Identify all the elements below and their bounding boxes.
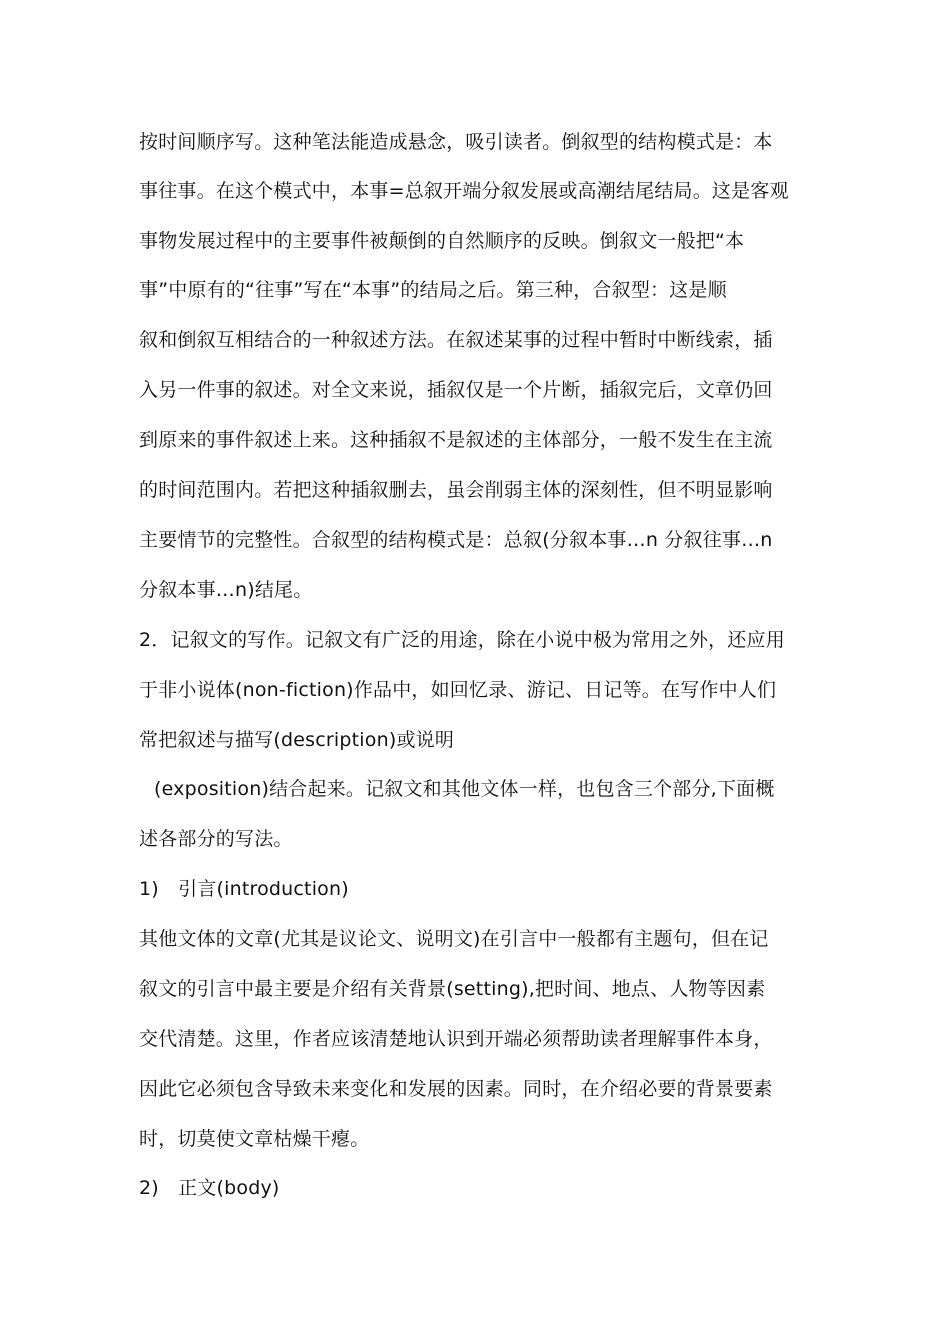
paragraph-line: 的时间范围内。若把这种插叙删去，虽会削弱主体的深刻性，但不明显影响 [139,479,773,501]
paragraph-line: 分叙本事…n)结尾。 [139,579,313,601]
paragraph-line: 按时间顺序写。这种笔法能造成悬念，吸引读者。倒叙型的结构模式是：本 [139,131,773,153]
paragraph-line: 于非小说体(non-fiction)作品中，如回忆录、游记、日记等。在写作中人们 [139,679,777,701]
paragraph-line: 主要情节的完整性。合叙型的结构模式是：总叙(分叙本事…n 分叙往事…n [139,529,773,551]
paragraph-line: 述各部分的写法。 [139,828,293,850]
paragraph-line: 到原来的事件叙述上来。这种插叙不是叙述的主体部分，一般不发生在主流 [139,429,773,451]
paragraph-line: 叙和倒叙互相结合的一种叙述方法。在叙述某事的过程中暂时中断线索，插 [139,329,773,351]
paragraph-line: 事往事。在这个模式中，本事=总叙开端分叙发展或高潮结尾结局。这是客观 [139,180,789,202]
paragraph-line: 常把叙述与描写(description)或说明 [139,729,455,751]
paragraph-line: 时，切莫使文章枯燥干瘪。 [139,1128,370,1150]
subheading-body: 2) 正文(body) [139,1177,280,1199]
paragraph-line: 入另一件事的叙述。对全文来说，插叙仅是一个片断，插叙完后，文章仍回 [139,379,773,401]
paragraph-line: 其他文体的文章(尤其是议论文、说明文)在引言中一般都有主题句，但在记 [139,928,769,950]
paragraph-line: 事物发展过程中的主要事件被颠倒的自然顺序的反映。倒叙文一般把“本 [139,230,745,252]
section-heading-line: 2．记叙文的写作。记叙文有广泛的用途，除在小说中极为常用之外，还应用 [139,629,785,651]
paragraph-line: 因此它必须包含导致未来变化和发展的因素。同时，在介绍必要的背景要素 [139,1078,773,1100]
paragraph-line: 交代清楚。这里，作者应该清楚地认识到开端必须帮助读者理解事件本身， [139,1028,773,1050]
paragraph-line: 事”中原有的“往事”写在“本事”的结局之后。第三种，合叙型：这是顺 [139,279,727,301]
paragraph-line: 叙文的引言中最主要是介绍有关背景(setting),把时间、地点、人物等因素 [139,978,766,1000]
paragraph-line: (exposition)结合起来。记叙文和其他文体一样，也包含三个部分,下面概 [154,778,775,800]
subheading-introduction: 1) 引言(introduction) [139,878,349,900]
